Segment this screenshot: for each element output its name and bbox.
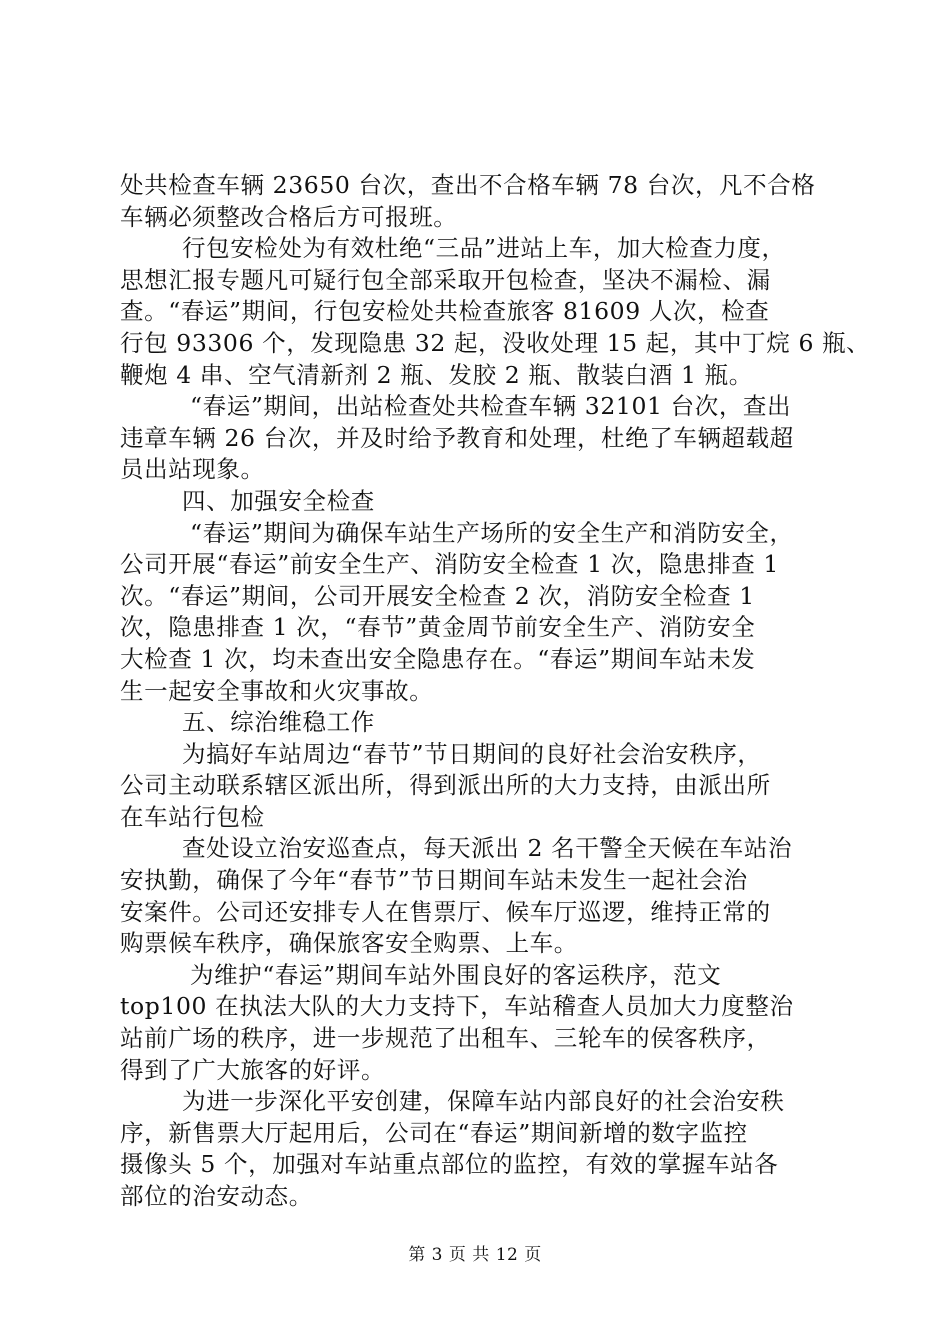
text-line: top100 在执法大队的大力支持下，车站稽查人员加大力度整治 bbox=[120, 992, 794, 1021]
text-line: 车辆必须整改合格后方可报班。 bbox=[120, 202, 458, 231]
text-line: 安执勤，确保了今年“春节”节日期间车站未发生一起社会治 bbox=[120, 866, 748, 895]
text-line: “春运”期间为确保车站生产场所的安全生产和消防安全， bbox=[190, 518, 794, 547]
text-line: 次。“春运”期间，公司开展安全检查 2 次，消防安全检查 1 bbox=[120, 581, 755, 610]
text-line: 序，新售票大厅起用后，公司在“春运”期间新增的数字监控 bbox=[120, 1118, 748, 1147]
text-line: 员出站现象。 bbox=[120, 455, 265, 484]
text-line: 部位的治安动态。 bbox=[120, 1182, 313, 1210]
text-line: “春运”期间，出站检查处共检查车辆 32101 台次，查出 bbox=[190, 392, 792, 421]
text-line: 思想汇报专题凡可疑行包全部采取开包检查，坚决不漏检、漏 bbox=[120, 265, 771, 294]
text-line: 鞭炮 4 串、空气清新剂 2 瓶、发胶 2 瓶、散装白酒 1 瓶。 bbox=[120, 360, 753, 389]
text-line: 摄像头 5 个，加强对车站重点部位的监控，有效的掌握车站各 bbox=[120, 1150, 779, 1179]
body-text bbox=[120, 170, 871, 1213]
text-line: 大检查 1 次，均未查出安全隐患存在。“春运”期间车站未发 bbox=[120, 644, 756, 673]
text-line: 为搞好车站周边“春节”节日期间的良好社会治安秩序， bbox=[182, 739, 762, 768]
text-line: 违章车辆 26 台次，并及时给予教育和处理，杜绝了车辆超载超 bbox=[120, 423, 794, 452]
text-line: 安案件。公司还安排专人在售票厅、候车厅巡逻，维持正常的 bbox=[120, 897, 771, 926]
text-line: 行包 93306 个，发现隐患 32 起，没收处理 15 起，其中丁烷 6 瓶、 bbox=[120, 328, 871, 357]
text-line: 得到了广大旅客的好评。 bbox=[120, 1055, 386, 1084]
text-line: 站前广场的秩序，进一步规范了出租车、三轮车的侯客秩序， bbox=[120, 1024, 771, 1053]
text-line: 购票候车秩序，确保旅客安全购票、上车。 bbox=[120, 929, 578, 958]
text-line: 生一起安全事故和火灾事故。 bbox=[120, 676, 434, 705]
text-line: 五、综治维稳工作 bbox=[182, 708, 375, 737]
text-line: 查。“春运”期间，行包安检处共检查旅客 81609 人次，检查 bbox=[120, 297, 770, 326]
text-line: 查处设立治安巡查点，每天派出 2 名干警全天候在车站治 bbox=[182, 834, 793, 863]
text-line: 为维护“春运”期间车站外围良好的客运秩序，范文 bbox=[190, 960, 722, 989]
text-line: 四、加强安全检查 bbox=[182, 486, 375, 515]
text-line: 为进一步深化平安创建，保障车站内部良好的社会治安秩 bbox=[182, 1087, 785, 1116]
text-line: 处共检查车辆 23650 台次，查出不合格车辆 78 台次，凡不合格 bbox=[120, 171, 816, 199]
text-line: 行包安检处为有效杜绝“三品”进站上车，加大检查力度， bbox=[182, 234, 786, 263]
text-line: 次，隐患排查 1 次，“春节”黄金周节前安全生产、消防安全 bbox=[120, 613, 756, 642]
text-line: 在车站行包检 bbox=[120, 802, 265, 831]
text-line: 公司主动联系辖区派出所，得到派出所的大力支持，由派出所 bbox=[120, 771, 771, 800]
text-line: 公司开展“春运”前安全生产、消防安全检查 1 次，隐患排查 1 bbox=[120, 550, 779, 579]
page-footer: 第 3 页 共 12 页 bbox=[408, 1245, 542, 1265]
